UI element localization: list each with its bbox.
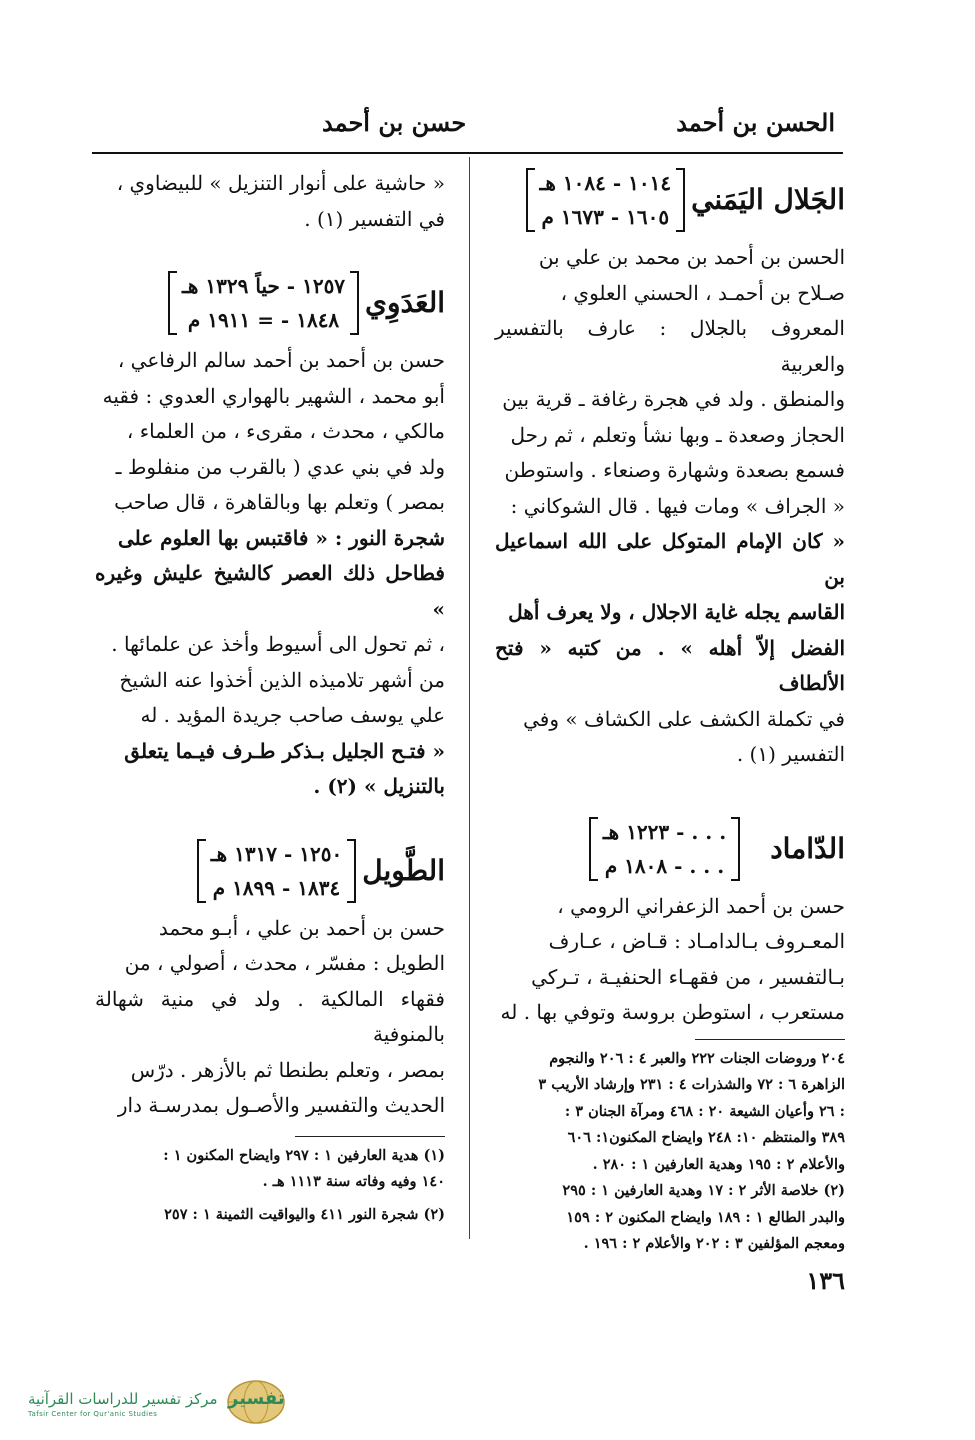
entry-header-jalal — [495, 166, 845, 234]
text-line: التفسير (١) . — [736, 742, 845, 766]
entry-dates — [589, 815, 740, 883]
logo-mark: تفسير — [228, 1388, 285, 1409]
text-line: في تكملة الكشف على الكشاف » وفي — [523, 706, 845, 731]
dates-hijri: ١٢٥٧ - حياً ١٣٢٩ هـ — [182, 274, 346, 298]
dates-hijri: ١٢٥٠ - ١٣١٧ هـ — [210, 841, 343, 866]
entry-name: الجَلال اليَمَني — [691, 183, 845, 217]
text-line: فطاحل ذلك العصر كالشيخ عليش وغيره » — [95, 561, 445, 621]
dates-gregorian: ١٨٤٨ - = ١٩١١ م — [187, 308, 340, 332]
entry-name: الطَّويل — [362, 853, 445, 887]
left-column — [95, 166, 445, 1228]
entry-dates — [197, 837, 357, 905]
text-line: الحسن بن أحمد بن محمد بن علي بن — [538, 245, 845, 269]
footnote-line: والبدر الطالع ١ : ١٨٩ وايضاح المكنون ٢ : ١٥٩ — [566, 1208, 845, 1226]
footnote-line: : ٢٦ وأعيان الشيعة ٢٠ : ٤٦٨ ومرآة الجنان ٣ : — [564, 1102, 845, 1120]
footnote-line: ومعجم المؤلفين ٣ : ٢٠٢ والأعلام ٢ : ١٩٦ . — [583, 1235, 845, 1252]
dates-hijri: ١٠١٤ - ١٠٨٤ هـ — [539, 171, 672, 195]
text-line: شجرة النور : « فاقتبس بها العلوم على — [117, 525, 445, 550]
text-line: الحديث والتفسير والأصـول بمدرسـة دار — [117, 1093, 445, 1117]
logo-title: مركز تفسير للدراسات القرآنية — [28, 1390, 218, 1408]
entry-body-adawi — [95, 343, 445, 805]
footnote-line: ١٤٠ وفيه وفاته سنة ١١١٣ هـ . — [262, 1173, 445, 1190]
right-column — [495, 166, 845, 1258]
running-head-left: حسن بن أحمد — [322, 108, 467, 137]
entry-body-damad — [495, 889, 845, 1031]
text-line: الطويل : مفسّر ، محدث ، أصولي ، من — [124, 951, 445, 975]
text-line: القاسم يجله غاية الاجلال ، ولا يعرف أهل — [508, 600, 845, 624]
text-line: « كان الإمام المتوكل على الله اسماعيل بن — [495, 529, 845, 589]
text-line: من أشهر تلاميذه الذين أخذوا عنه الشيخ — [119, 667, 445, 692]
text-line: حسن بن أحمد بن علي ، أبـو محمد — [158, 915, 445, 940]
dates-gregorian: ١٨٣٤ - ١٨٩٩ م — [212, 875, 341, 900]
text-line: مستعرب ، استوطن بروسة وتوفي بها . له — [500, 1000, 845, 1024]
footnote-line: والأعلام ٢ : ١٩٥ وهدية العارفين ١ : ٢٨٠ . — [592, 1155, 845, 1173]
footnote-line: (١) هدية العارفين ١ : ٢٩٧ وايضاح المكنون ١ : — [163, 1146, 445, 1164]
dates-gregorian: . . . - ١٨٠٨ م — [604, 853, 725, 878]
logo-subtitle: Tafsir Center for Qur'anic Studies — [28, 1410, 158, 1418]
text-line: حسن بن أحمد الزعفراني الرومي ، — [557, 893, 845, 918]
text-line: المعروف بالجلال : عارف بالتفسير والعربية — [495, 316, 845, 376]
dates-gregorian: ١٦٠٥ - ١٦٧٣ م — [541, 205, 670, 229]
text-line: فسمع بصعدة وشهارة وصنعاء . واستوطن — [504, 458, 845, 482]
entry-dates — [168, 269, 359, 337]
footnote-rule — [295, 1136, 445, 1137]
publisher-logo — [20, 1374, 290, 1430]
text-line: بالتنزيل » (٢) . — [313, 774, 445, 798]
footnote-line: (٢) شجرة النور ٤١١ واليواقيت الثمينة ١ : ٢٥٧ — [164, 1205, 445, 1223]
footnotes-left — [95, 1143, 445, 1229]
text-line: مالكي ، محدث ، مقرىء ، من العلماء ، — [126, 419, 445, 443]
footnote-line: ٣٨٩ والمنتظم ١٠: ٢٤٨ وايضاح المكنون١: ٦٠٦ — [567, 1129, 845, 1146]
text-line: الفضل إلاّ أهله » . من كتبه « فتح الألطاف — [495, 635, 845, 695]
text-line: « فتـح الجليل بـذكر طـرف فيـما يتعلق — [124, 738, 445, 763]
text-line: علي يوسف صاحب جريدة المؤيد . له — [140, 703, 445, 727]
text-line: فقهاء المالكية . ولد في منية شهالة بالمنوفية — [95, 986, 445, 1046]
footnote-line: الزاهرة ٦ : ٧٢ والشذرات ٤ : ٢٣١ وإرشاد الأريب ٣ — [538, 1076, 845, 1093]
text-line: بـالتفسير ، من فقهـاء الحنفيـة ، تـركي — [531, 964, 845, 989]
text-line: ولد في بني عدي ( بالقرب من منفلوط ـ — [115, 454, 445, 479]
text-line: بمصر ، وتعلم بطنطا ثم بالأزهر . درّس — [130, 1057, 445, 1082]
entry-header-tawil — [95, 837, 445, 905]
text-line: ، ثم تحول الى أسيوط وأخذ عن علمائها . — [111, 632, 445, 656]
dates-hijri: . . . - ١٢٢٣ هـ — [602, 819, 727, 844]
text-line: بمصر ) وتعلم بها وبالقاهرة ، قال صاحب — [114, 490, 445, 514]
footnote-rule — [695, 1039, 845, 1040]
entry-header-adawi — [95, 269, 445, 337]
page-number: ١٣٦ — [806, 1266, 845, 1295]
entry-name: الدّاماد — [770, 831, 845, 865]
text-line: المعـروف بـالدامـاد : قـاض ، عـارف — [548, 929, 845, 953]
footnote-line: ٢٠٤ وروضات الجنات ٢٢٢ والعبر ٤ : ٢٠٦ والنجوم — [549, 1049, 845, 1067]
text-line: أبو محمد ، الشهير بالهواري العدوي : فقيه — [102, 383, 445, 408]
text-line: صـلاح بن أحمـد ، الحسني العلوي ، — [560, 280, 845, 305]
text-line: في التفسير (١) . — [304, 206, 445, 231]
footnote-line: (٢) خلاصة الأثر ٢ : ١٧ وهدية العارفين ١ : ٢٩٥ — [562, 1182, 845, 1199]
entry-body-tawil — [95, 911, 445, 1124]
entry-header-damad — [495, 815, 845, 883]
column-divider — [469, 157, 470, 1239]
text-line: الحجاز وصعدة ـ وبها نشأ وتعلم ، ثم رحل — [510, 422, 845, 447]
header-rule — [92, 152, 843, 154]
continuation-text — [95, 166, 445, 237]
text-line: « حاشية على أنوار التنزيل » للبيضاوي ، — [116, 171, 445, 195]
footnotes-right — [495, 1046, 845, 1258]
entry-dates — [526, 166, 686, 234]
entry-name: العَدَوِي — [365, 286, 445, 320]
running-head-right: الحسن بن أحمد — [676, 108, 835, 137]
text-line: حسن بن أحمد بن أحمد سالم الرفاعي ، — [117, 348, 445, 372]
entry-body-jalal — [495, 240, 845, 773]
text-line: والمنطق . ولد في هجرة رغافة ـ قرية بين — [502, 387, 845, 411]
text-line: « الجراف » ومات فيها . قال الشوكاني : — [510, 493, 845, 518]
